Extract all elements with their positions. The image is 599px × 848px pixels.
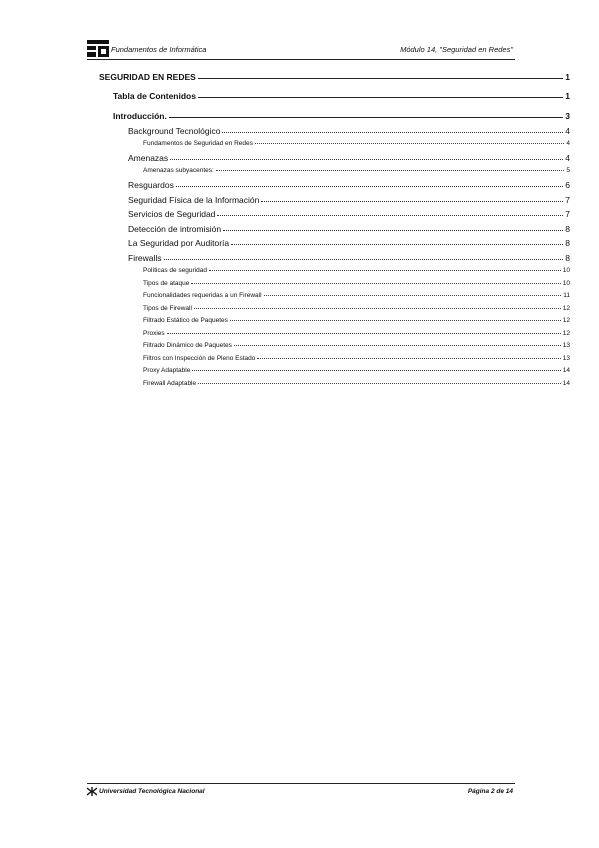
toc-entry[interactable]: [128, 209, 570, 219]
toc-entry[interactable]: [143, 267, 570, 274]
toc-leader: [170, 159, 563, 160]
page-number: Página 2 de 14: [467, 788, 513, 795]
university-logo-icon: [87, 40, 109, 57]
course-title: Fundamentos de Informática: [111, 45, 207, 54]
module-title: Módulo 14, "Seguridad en Redes": [400, 45, 513, 54]
toc-entry[interactable]: [143, 330, 570, 337]
toc-entry-title: Detección de intromisión: [128, 224, 222, 234]
toc-entry-title: Proxies: [143, 330, 165, 337]
toc-leader: [257, 358, 560, 359]
toc-entry-page: 5: [566, 167, 570, 174]
toc-entry-title: Amenazas: [128, 153, 169, 163]
toc-entry-title: La Seguridad por Auditoría: [128, 238, 230, 248]
toc-entry-page: 4: [565, 153, 570, 163]
toc-entry[interactable]: [128, 126, 570, 136]
university-emblem-icon: [87, 787, 97, 796]
toc-entry[interactable]: [128, 238, 570, 248]
toc-entry-page: 10: [562, 267, 570, 274]
toc-entry-title: Background Tecnológico: [128, 126, 221, 136]
toc-leader: [194, 308, 561, 309]
toc-entry[interactable]: [143, 355, 570, 362]
toc-entry-title: Tipos de ataque: [143, 280, 190, 287]
toc-leader: [191, 283, 560, 284]
toc-entry-page: 1: [565, 72, 570, 82]
toc-entry-title: SEGURIDAD EN REDES: [99, 72, 196, 82]
toc-entry[interactable]: [143, 367, 570, 374]
toc-entry-page: 6: [565, 180, 570, 190]
toc-entry[interactable]: [143, 280, 570, 287]
toc-leader: [217, 215, 563, 216]
toc-leader: [164, 259, 564, 260]
toc-entry-page: 7: [565, 209, 570, 219]
toc-leader: [209, 270, 561, 271]
page-footer: [87, 786, 515, 800]
toc-leader: [198, 78, 563, 79]
toc-entry-title: Firewalls: [128, 253, 162, 263]
toc-entry-page: 13: [562, 355, 570, 362]
toc-entry-page: 4: [565, 126, 570, 136]
toc-entry-page: 14: [562, 380, 570, 387]
toc-leader: [169, 117, 563, 118]
footer-divider: [87, 783, 515, 784]
toc-leader: [234, 345, 561, 346]
toc-leader: [167, 333, 561, 334]
toc-entry-page: 11: [563, 292, 570, 299]
toc-entry-title: Amenazas subyacentes:: [143, 167, 214, 174]
toc-leader: [223, 230, 563, 231]
toc-entry-page: 12: [562, 305, 570, 312]
toc-leader: [231, 244, 563, 245]
toc-entry-title: Tipos de Firewall: [143, 305, 192, 312]
toc-leader: [255, 143, 565, 144]
toc-entry[interactable]: [128, 253, 570, 263]
toc-entry[interactable]: [143, 292, 570, 299]
toc-leader: [222, 132, 563, 133]
toc-leader: [192, 370, 560, 371]
toc-entry-title: Funcionalidades requeridas a un Firewall: [143, 292, 262, 299]
toc-entry-page: 8: [565, 253, 570, 263]
toc-entry-title: Filtrado Dinámico de Paquetes: [143, 342, 232, 349]
toc-entry-page: 8: [565, 238, 570, 248]
header-divider: [87, 59, 515, 60]
toc-entry[interactable]: [143, 140, 570, 147]
toc-entry[interactable]: [128, 195, 570, 205]
toc-entry-title: Filtrado Estático de Paquetes: [143, 317, 228, 324]
toc-entry-page: 12: [562, 317, 570, 324]
toc-entry-title: Servicios de Seguridad: [128, 209, 216, 219]
toc-entry-page: 14: [562, 367, 570, 374]
toc-entry-page: 13: [562, 342, 570, 349]
toc-entry-title: Políticas de seguridad: [143, 267, 207, 274]
toc-entry[interactable]: [128, 153, 570, 163]
toc-leader: [198, 383, 561, 384]
toc-entry-title: Introducción.: [113, 111, 167, 121]
toc-entry[interactable]: [113, 111, 570, 121]
toc-entry-page: 7: [565, 195, 570, 205]
toc-entry-page: 12: [562, 330, 570, 337]
toc-entry[interactable]: [143, 342, 570, 349]
toc-leader: [261, 201, 563, 202]
toc-entry[interactable]: [99, 72, 570, 82]
toc-leader: [264, 295, 562, 296]
toc-entry-title: Resguardos: [128, 180, 174, 190]
toc-leader: [230, 320, 561, 321]
toc-leader: [198, 97, 563, 98]
toc-entry[interactable]: [143, 305, 570, 312]
toc-entry-page: 8: [565, 224, 570, 234]
toc-entry-title: Fundamentos de Seguridad en Redes: [143, 140, 253, 147]
toc-entry-title: Tabla de Contenidos: [113, 91, 196, 101]
toc-entry-title: Proxy Adaptable: [143, 367, 191, 374]
toc-entry-page: 3: [565, 111, 570, 121]
toc-entry[interactable]: [143, 167, 570, 174]
university-name: Universidad Tecnológica Nacional: [99, 788, 205, 795]
toc-leader: [216, 170, 565, 171]
toc-entry[interactable]: [128, 224, 570, 234]
toc-entry-title: Seguridad Física de la Información: [128, 195, 260, 205]
toc-entry[interactable]: [143, 317, 570, 324]
toc-entry[interactable]: [143, 380, 570, 387]
toc-entry-title: Firewall Adaptable: [143, 380, 197, 387]
toc-entry[interactable]: [128, 180, 570, 190]
toc-entry-page: 10: [562, 280, 570, 287]
toc-entry-page: 1: [565, 91, 570, 101]
toc-entry[interactable]: [113, 91, 570, 101]
page-header: [87, 40, 515, 58]
toc-entry-page: 4: [566, 140, 570, 147]
toc-entry-title: Filtros con Inspección de Pleno Estado: [143, 355, 256, 362]
toc-leader: [176, 186, 563, 187]
